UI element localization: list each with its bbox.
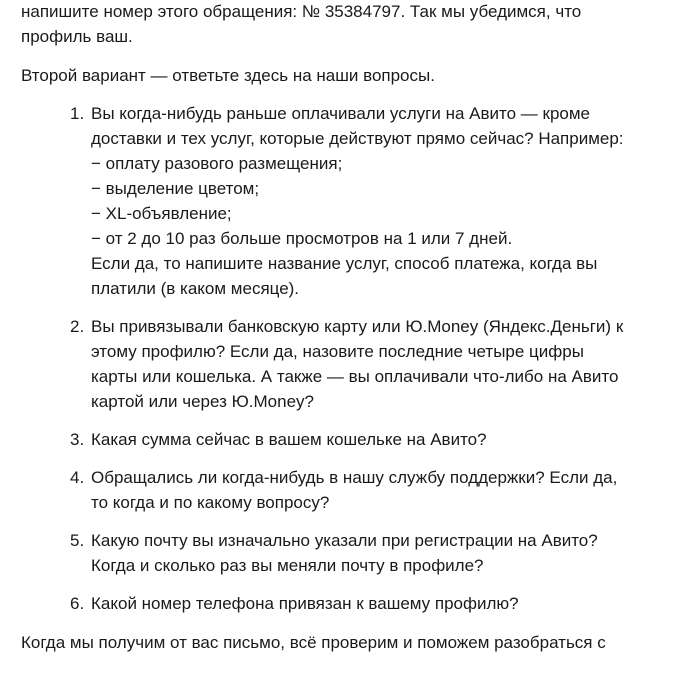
question-number: 5. (70, 531, 85, 550)
question-line: − XL-объявление; (91, 204, 232, 223)
question-line: Вы когда-нибудь раньше оплачивали услуги на Авито — кроме (91, 104, 591, 123)
question-line: Обращались ли когда-нибудь в нашу службу поддержки? Если да, (91, 468, 618, 487)
question-line: Какая сумма сейчас в вашем кошельке на Авито? (91, 430, 487, 449)
question-line: картой или через Ю.Money? (91, 392, 314, 411)
question-item (21, 591, 681, 616)
question-number: 2. (70, 317, 85, 336)
question-number: 6. (70, 594, 85, 613)
question-number: 3. (70, 430, 85, 449)
question-line: Какой номер телефона привязан к вашему профилю? (91, 594, 519, 613)
question-line: этому профилю? Если да, назовите последние четыре цифры (91, 342, 584, 361)
intro-line-1: напишите номер этого обращения: № 35384797. Так мы убедимся, что (21, 2, 582, 21)
closing-paragraph: Когда мы получим от вас письмо, всё проверим и поможем разобраться с (21, 633, 606, 652)
question-number: 1. (70, 104, 85, 123)
questions-list (21, 101, 681, 616)
question-number: 4. (70, 468, 85, 487)
question-line: карты или кошелька. А также — вы оплачивали что-либо на Авито (91, 367, 619, 386)
question-line: доставки и тех услуг, которые действуют прямо сейчас? Например: (91, 129, 624, 148)
intro-line-2: профиль ваш. (21, 27, 133, 46)
question-line: − оплату разового размещения; (91, 154, 343, 173)
question-line: Когда и сколько раз вы меняли почту в профиле? (91, 556, 484, 575)
question-line: − от 2 до 10 раз больше просмотров на 1 или 7 дней. (91, 229, 513, 248)
question-line: Вы привязывали банковскую карту или Ю.Money (Яндекс.Деньги) к (91, 317, 624, 336)
question-line: Если да, то напишите название услуг, способ платежа, когда вы (91, 254, 598, 273)
question-line: − выделение цветом; (91, 179, 260, 198)
question-item (21, 465, 681, 515)
question-item (21, 314, 681, 414)
question-line: Какую почту вы изначально указали при регистрации на Авито? (91, 531, 598, 550)
second-option-paragraph: Второй вариант — ответьте здесь на наши вопросы. (21, 66, 435, 85)
intro-paragraph (21, 0, 681, 49)
question-line: платили (в каком месяце). (91, 279, 300, 298)
message-body (21, 0, 681, 655)
question-item (21, 528, 681, 578)
question-item (21, 427, 681, 452)
question-item (21, 101, 681, 301)
question-line: то когда и по какому вопросу? (91, 493, 330, 512)
